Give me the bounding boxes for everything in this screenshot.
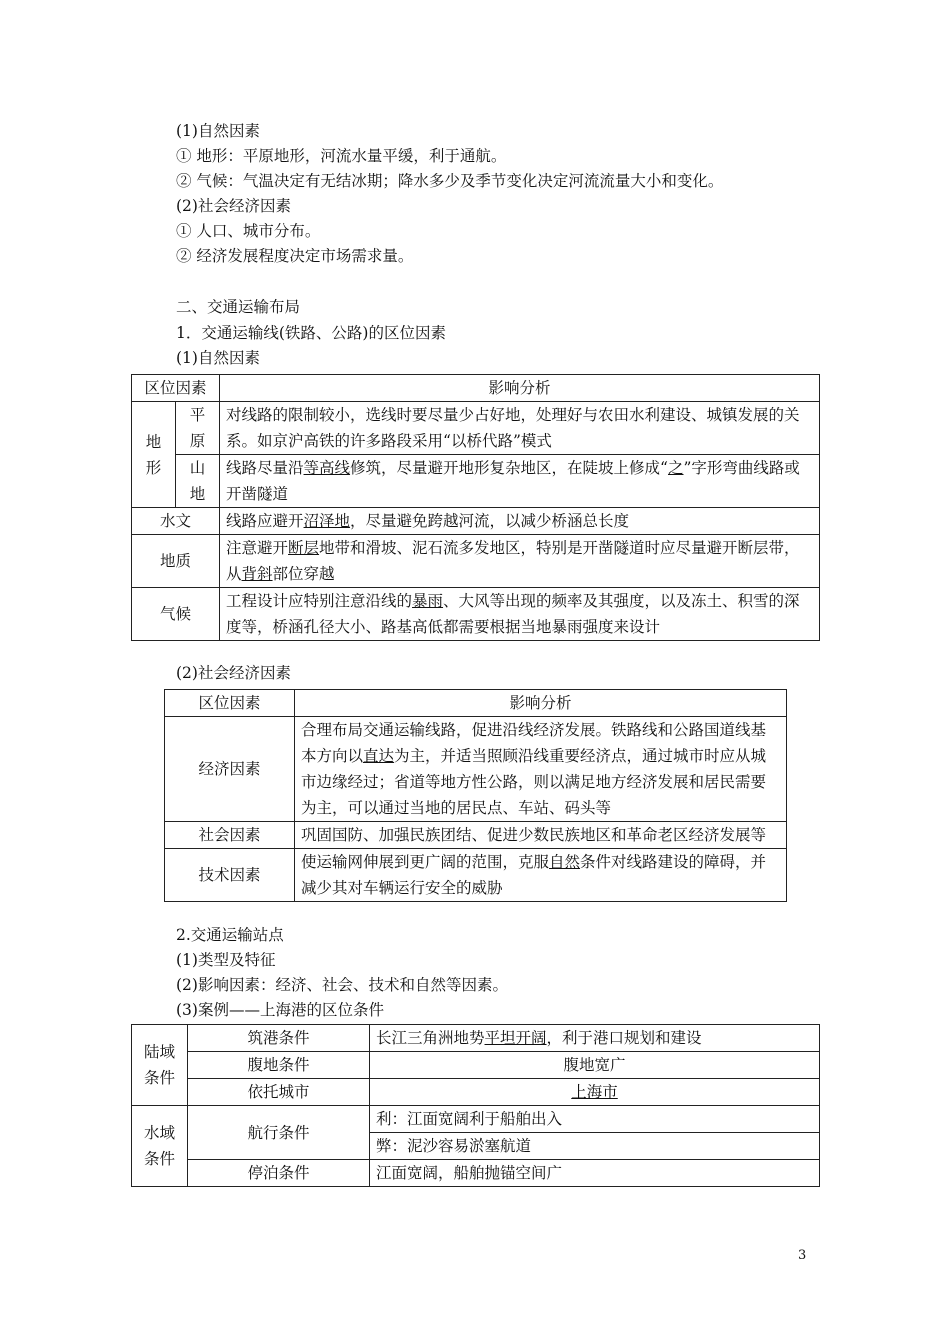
table-row — [165, 822, 787, 849]
anchor-value: 江面宽阔，船舶抛锚空间广 — [370, 1160, 820, 1187]
tech-cell: 技术因素 — [165, 849, 295, 902]
terrain-cell: 地形 — [132, 402, 176, 508]
natural-factors-table — [131, 374, 820, 641]
climate-analysis: 工程设计应特别注意沿线的暴雨、大风等出现的频率及其强度，以及冻土、积雪的深度等，桥涵孔径大小、路基高低都需要根据当地暴雨强度来设计 — [220, 588, 820, 641]
table-row — [132, 1052, 820, 1079]
anchor-cell: 停泊条件 — [188, 1160, 370, 1187]
socioeconomic-factors-table — [164, 689, 787, 902]
geology-cell: 地质 — [132, 535, 220, 588]
mountain-cell: 山地 — [176, 455, 220, 508]
intro-line: ② 经济发展程度决定市场需求量。 — [176, 247, 414, 265]
table-row — [132, 455, 820, 508]
intro-line: ② 气候：气温决定有无结冰期；降水多少及季节变化决定河流流量大小和变化。 — [176, 172, 724, 190]
hydro-analysis: 线路应避开沼泽地，尽量避免跨越河流，以减少桥涵总长度 — [220, 508, 820, 535]
intro-line: (1)自然因素 — [176, 122, 260, 140]
table-row — [132, 508, 820, 535]
section-heading: 二、交通运输布局 — [176, 298, 301, 316]
header-cell: 影响分析 — [295, 690, 787, 717]
intro-line: ① 地形：平原地形，河流水量平缓，利于通航。 — [176, 147, 507, 165]
table-row — [132, 402, 820, 455]
subheading: (3)案例——上海港的区位条件 — [176, 1001, 384, 1019]
hinterland-value: 腹地宽广 — [370, 1052, 820, 1079]
table-row — [165, 717, 787, 822]
table-row — [132, 535, 820, 588]
climate-cell: 气候 — [132, 588, 220, 641]
header-cell: 区位因素 — [132, 375, 220, 402]
navigation-pro: 利：江面宽阔利于船舶出入 — [370, 1106, 820, 1133]
intro-line: (2)社会经济因素 — [176, 197, 291, 215]
table-row — [132, 1106, 820, 1133]
economic-analysis: 合理布局交通运输线路，促进沿线经济发展。铁路线和公路国道线基本方向以直达为主，并适当照顾沿线重要经济点，通过城市时应从城市边缘经过；省道等地方性公路，则以满足地方经济发展和居民需要为主，可以通过当地的居民点、车站、码头等 — [295, 717, 787, 822]
city-cell: 依托城市 — [188, 1079, 370, 1106]
table-header-row — [132, 375, 820, 402]
hydro-cell: 水文 — [132, 508, 220, 535]
economic-cell: 经济因素 — [165, 717, 295, 822]
subheading: (1)自然因素 — [176, 349, 260, 367]
navigation-con: 弊：泥沙容易淤塞航道 — [370, 1133, 820, 1160]
plain-analysis: 对线路的限制较小，选线时要尽量少占好地，处理好与农田水利建设、城镇发展的关系。如京沪高铁的许多路段采用“以桥代路”模式 — [220, 402, 820, 455]
header-cell: 区位因素 — [165, 690, 295, 717]
city-value: 上海市 — [370, 1079, 820, 1106]
social-cell: 社会因素 — [165, 822, 295, 849]
plain-cell: 平原 — [176, 402, 220, 455]
page-number: 3 — [798, 1248, 807, 1263]
table-header-row — [165, 690, 787, 717]
tech-analysis: 使运输网伸展到更广阔的范围，克服自然条件对线路建设的障碍，并减少其对车辆运行安全的威胁 — [295, 849, 787, 902]
header-cell: 影响分析 — [220, 375, 820, 402]
table-row — [165, 849, 787, 902]
subheading: (2)影响因素：经济、社会、技术和自然等因素。 — [176, 976, 508, 994]
build-cell: 筑港条件 — [188, 1025, 370, 1052]
subheading: (2)社会经济因素 — [176, 664, 291, 682]
land-cell: 陆域条件 — [132, 1025, 188, 1106]
geology-analysis: 注意避开断层地带和滑坡、泥石流多发地区，特别是开凿隧道时应尽量避开断层带，从背斜部位穿越 — [220, 535, 820, 588]
social-analysis: 巩固国防、加强民族团结、促进少数民族地区和革命老区经济发展等 — [295, 822, 787, 849]
subheading: 1．交通运输线(铁路、公路)的区位因素 — [176, 324, 446, 342]
intro-line: ① 人口、城市分布。 — [176, 222, 321, 240]
navigation-cell: 航行条件 — [188, 1106, 370, 1160]
mountain-analysis: 线路尽量沿等高线修筑，尽量避开地形复杂地区，在陡坡上修成“之”字形弯曲线路或开凿隧道 — [220, 455, 820, 508]
hinterland-cell: 腹地条件 — [188, 1052, 370, 1079]
shanghai-port-table — [131, 1024, 820, 1187]
table-row — [132, 588, 820, 641]
table-row — [132, 1079, 820, 1106]
build-value: 长江三角洲地势平坦开阔，利于港口规划和建设 — [370, 1025, 820, 1052]
subheading: (1)类型及特征 — [176, 951, 276, 969]
subheading: 2.交通运输站点 — [176, 926, 284, 944]
water-cell: 水域条件 — [132, 1106, 188, 1187]
table-row — [132, 1160, 820, 1187]
table-row — [132, 1025, 820, 1052]
